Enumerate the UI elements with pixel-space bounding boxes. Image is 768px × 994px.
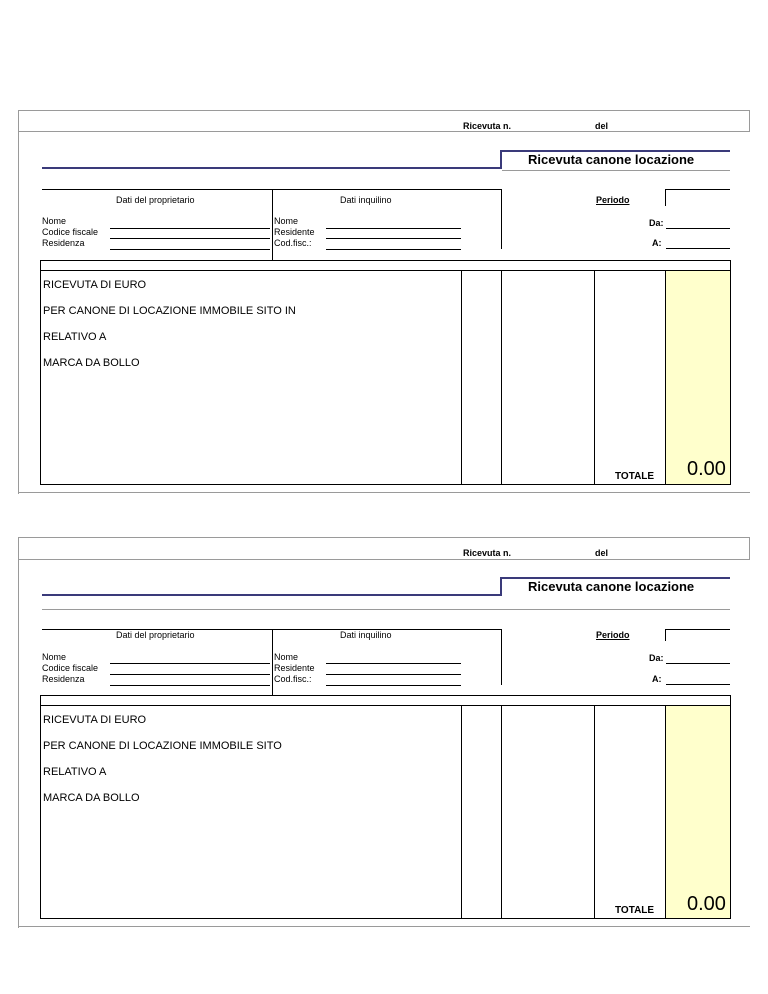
tenant-resident-field[interactable] xyxy=(326,238,461,239)
amount-column xyxy=(666,706,730,918)
owner-fiscal-code-field[interactable] xyxy=(110,674,270,675)
line-revenue-stamp: MARCA DA BOLLO xyxy=(43,792,140,804)
title-underline-left xyxy=(42,167,501,169)
period-to-label: A: xyxy=(652,674,662,684)
period-from-field[interactable] xyxy=(666,663,730,664)
tenant-name-label: Nome xyxy=(274,216,299,226)
period-label: Periodo xyxy=(596,195,630,205)
tenant-name-label: Nome xyxy=(274,652,299,662)
ricevuta-number-label: Ricevuta n. xyxy=(463,548,512,558)
owner-header: Dati del proprietario xyxy=(116,195,195,205)
owner-name-label: Nome xyxy=(42,216,67,226)
period-from-label: Da: xyxy=(649,653,664,663)
line-property-location: PER CANONE DI LOCAZIONE IMMOBILE SITO xyxy=(43,740,282,752)
period-to-label: A: xyxy=(652,238,662,248)
owner-name-label: Nome xyxy=(42,652,67,662)
tenant-fiscal-code-field[interactable] xyxy=(326,685,461,686)
line-property-location: PER CANONE DI LOCAZIONE IMMOBILE SITO IN xyxy=(43,305,296,317)
tenant-resident-label: Residente xyxy=(274,227,315,237)
tenant-header: Dati inquilino xyxy=(340,195,392,205)
line-revenue-stamp: MARCA DA BOLLO xyxy=(43,357,140,369)
total-value: 0.00 xyxy=(687,458,726,480)
total-value: 0.00 xyxy=(687,893,726,915)
tenant-fiscal-code-label: Cod.fisc.: xyxy=(274,238,312,248)
owner-residence-field[interactable] xyxy=(110,249,270,250)
period-from-field[interactable] xyxy=(666,228,730,229)
date-label: del xyxy=(595,548,609,558)
receipt-1 xyxy=(18,110,750,494)
receipt-title: Ricevuta canone locazione xyxy=(528,579,695,594)
owner-header: Dati del proprietario xyxy=(116,630,195,640)
ricevuta-number-label: Ricevuta n. xyxy=(463,121,512,131)
line-relating-to: RELATIVO A xyxy=(43,331,107,343)
owner-residence-label: Residenza xyxy=(42,238,85,248)
period-from-label: Da: xyxy=(649,218,664,228)
period-to-field[interactable] xyxy=(666,684,730,685)
title-bracket-vertical xyxy=(500,150,502,169)
total-label: TOTALE xyxy=(615,471,655,482)
owner-name-field[interactable] xyxy=(110,663,270,664)
line-amount-euro: RICEVUTA DI EURO xyxy=(43,279,147,291)
owner-fiscal-code-field[interactable] xyxy=(110,238,270,239)
tenant-resident-label: Residente xyxy=(274,663,315,673)
receipt-2 xyxy=(18,537,750,921)
date-label: del xyxy=(595,121,609,131)
line-relating-to: RELATIVO A xyxy=(43,766,107,778)
owner-residence-field[interactable] xyxy=(110,685,270,686)
owner-fiscal-code-label: Codice fiscale xyxy=(42,227,99,237)
tenant-resident-field[interactable] xyxy=(326,674,461,675)
tenant-fiscal-code-field[interactable] xyxy=(326,249,461,250)
tenant-fiscal-code-label: Cod.fisc.: xyxy=(274,674,312,684)
owner-fiscal-code-label: Codice fiscale xyxy=(42,663,99,673)
period-to-field[interactable] xyxy=(666,248,730,249)
tenant-header: Dati inquilino xyxy=(340,630,392,640)
amount-column xyxy=(666,271,730,484)
tenant-name-field[interactable] xyxy=(326,228,461,229)
line-amount-euro: RICEVUTA DI EURO xyxy=(43,714,147,726)
owner-residence-label: Residenza xyxy=(42,674,85,684)
period-label: Periodo xyxy=(596,630,630,640)
owner-name-field[interactable] xyxy=(110,228,270,229)
tenant-name-field[interactable] xyxy=(326,663,461,664)
title-bracket-vertical xyxy=(500,577,502,596)
total-label: TOTALE xyxy=(615,905,655,916)
title-underline-left xyxy=(42,594,501,596)
receipt-title: Ricevuta canone locazione xyxy=(528,152,695,167)
